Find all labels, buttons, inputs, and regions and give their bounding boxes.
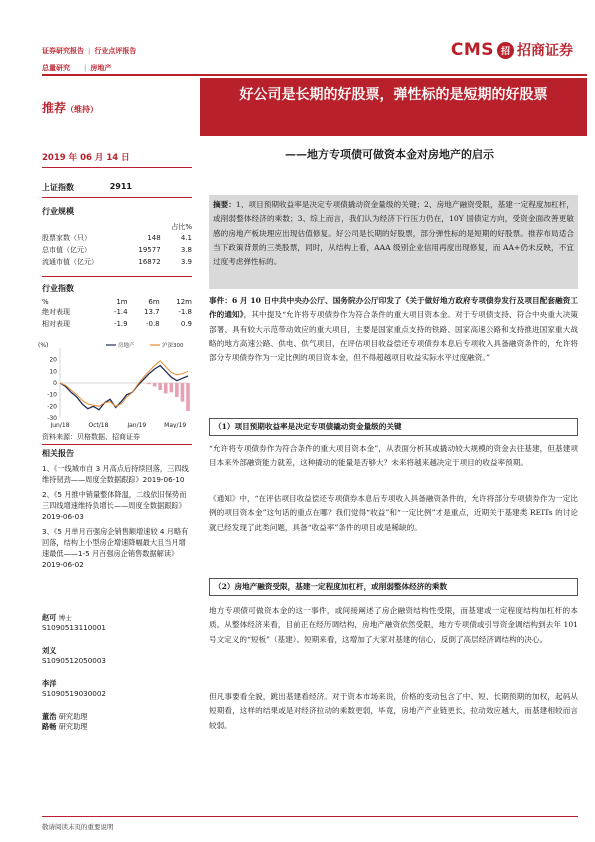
divider bbox=[42, 276, 192, 277]
report-category: 证券研究报告 bbox=[42, 47, 84, 55]
relative-bar bbox=[186, 383, 190, 411]
relative-bar bbox=[164, 383, 168, 394]
chart-ylabel: (%) bbox=[38, 342, 49, 349]
y-tick-label: -30 bbox=[47, 415, 57, 422]
analyst-name: 李洋 bbox=[42, 679, 57, 688]
report-date: 2019 年 06 月 14 日 bbox=[42, 153, 130, 163]
y-tick-label: 10 bbox=[49, 368, 57, 376]
analyst-name: 刘义 bbox=[42, 646, 57, 655]
y-tick-label: -20 bbox=[47, 403, 57, 411]
sidebar-rule bbox=[42, 167, 192, 168]
row-value: 19577 bbox=[138, 245, 161, 254]
industry-index bbox=[42, 283, 192, 330]
cell: 0.9 bbox=[180, 319, 192, 328]
x-tick-label: Oct/18 bbox=[88, 422, 109, 428]
x-tick-label: Jan/19 bbox=[127, 422, 147, 428]
rating-main: 推荐 bbox=[42, 101, 67, 115]
row-pct: 3.9 bbox=[180, 257, 192, 266]
cell: -0.8 bbox=[145, 319, 160, 328]
related-title: 相关报告 bbox=[42, 449, 74, 458]
row-label: 绝对表现 bbox=[42, 308, 70, 317]
paragraph-4: 地方专项债可做资本金的这一事件，或间接阐述了房企融资结构性受限，而基建或一定程度结构加杠杆的本质。从整体经济来看，目前正在经历调结构，房地产融资依然受限，地方专项债或引导资金调结构到去年 101 号文定义的“短板”（基建）。短期来看，这增加了大家对基建的信心，反倒了高层经济调结构的决心。 bbox=[209, 606, 578, 644]
x-tick-label: May/19 bbox=[164, 422, 187, 428]
report-subcategory: 行业点评报告 bbox=[94, 47, 137, 55]
cell: -1.4 bbox=[113, 308, 128, 317]
analyst-name: 赵可 bbox=[42, 613, 57, 622]
divider bbox=[42, 444, 192, 445]
analyst-title: 博士 bbox=[58, 614, 72, 622]
index-name: 上证指数 bbox=[42, 183, 74, 192]
row-pct: 3.8 bbox=[180, 245, 192, 254]
x-tick-label: Jun/18 bbox=[50, 422, 70, 428]
chart-source: 资料来源：贝格数据、招商证券 bbox=[42, 433, 140, 441]
report-title: 好公司是长期的好股票，弹性标的是短期的好股票 bbox=[200, 78, 587, 136]
industry-scale-title: 行业规模 bbox=[42, 207, 74, 216]
event-text: ，其中提及“允许将专项债券作为符合条件的重大项目资本金。对于专项债支持、符合中央重大决策部署、具有较大示范带动效应的重大项目，主要是国家重点支持的铁路、国家高速公路和支持推进国家重大战略的地方高速公路、供电、供气项目，在评估项目收益偿还专项债券本息后专项收入具备融资条件的，允许将部分专项债券作为一定比例的项目资本金，但不得超越项目收益实际水平过度融资。” bbox=[209, 310, 578, 363]
y-tick-label: -10 bbox=[47, 391, 57, 399]
divider bbox=[42, 197, 192, 198]
footer-note: 敬请阅读末页的重要说明 bbox=[42, 823, 114, 831]
analyst-list bbox=[42, 613, 192, 732]
assistant-name: 路畅 bbox=[42, 722, 57, 731]
cell: 13.7 bbox=[144, 308, 160, 317]
relative-bar bbox=[147, 383, 151, 384]
cell: -1.8 bbox=[178, 308, 192, 317]
related-reports bbox=[42, 448, 192, 570]
y-tick-label: 0 bbox=[53, 380, 57, 387]
relative-bar bbox=[175, 383, 179, 397]
row-value: 16872 bbox=[138, 257, 161, 266]
paragraph-5: 但凡事要看全貌，跳出基建看经济。对于资本市场来说，价格的变动包含了中、短、长期预期的加权，起码从短期看，这样的结果或是对经济拉动的乘数更弱，毕竟，房地产产业链更长，拉动效应越大，而基建相较而言较弱。 bbox=[209, 692, 578, 730]
table-row bbox=[42, 318, 192, 330]
company-logo bbox=[451, 40, 573, 60]
footer-rule bbox=[42, 816, 578, 817]
research-type-line: 总量研究 | 房地产 bbox=[42, 64, 112, 72]
pct-header: 占比% bbox=[171, 222, 192, 231]
col-header: 1m bbox=[116, 297, 128, 306]
row-label: 股票家数（只） bbox=[42, 234, 91, 243]
row-label: 流通市值（亿元） bbox=[42, 257, 98, 266]
abstract-text: 1、项目预期收益率是决定专项债撬动资金量级的关键；2、房地产融资受限，基建一定程度加杠杆，或削弱整体经济的乘数；3、综上而言，我们认为经济下行压力仍在，10Y 国债定方向，受资金面改善更敏感的房地产板块理应出现估值修复。好公司是长期的好股票，部分弹性标的是短期的好股票。推荐布局适合当下政策背景的三类股票，同时，从结构上看，AAA 级别企业信用再度出现修复，而 AA+仍未反映，不宜过度考虑弹性标的。 bbox=[213, 200, 574, 267]
row-label: 相对表现 bbox=[42, 319, 70, 328]
related-report-item[interactable]: 3、《5 月单月百强房企销售额增速较 4 月略有回落，结构上小型房企增速降幅最大且当月增速最低——1-5 月百强房企销售数据解读》2019-06-02 bbox=[42, 527, 189, 569]
col-header: % bbox=[42, 297, 49, 306]
row-label: 总市值（亿元） bbox=[42, 245, 91, 254]
assistant bbox=[42, 712, 192, 722]
rating-sub: （维持） bbox=[66, 105, 99, 114]
relative-bar bbox=[153, 383, 157, 387]
logo-badge-icon: 招 bbox=[497, 42, 514, 59]
relative-bar bbox=[181, 383, 185, 402]
col-header: 6m bbox=[148, 297, 160, 306]
assistant-title: 研究助理 bbox=[58, 722, 88, 731]
analyst bbox=[42, 679, 192, 712]
related-report-item[interactable]: 2、《5 月推中销量整体降温，二线依旧保势而三四线增速维持负增长——周度全数据跟踪》2019-06-03 bbox=[42, 490, 187, 521]
industry-index-chart bbox=[36, 338, 196, 428]
logo-cms-text: CMS bbox=[450, 40, 494, 60]
analyst bbox=[42, 613, 192, 646]
relative-bar bbox=[158, 383, 162, 390]
paragraph-2: “允许将专项债券作为符合条件的重大项目资本金”，从表面分析其或撬动较大规模的资金去往基建，但基建项目本来外部融资能力就差，这种撬动的能量是否够大？未来将越来越决定于项目的收益率预期。 bbox=[209, 444, 578, 468]
analyst-id: S1090513110001 bbox=[42, 623, 107, 632]
relative-bar bbox=[170, 383, 174, 392]
rating bbox=[42, 99, 98, 116]
analyst-id: S1090519030002 bbox=[42, 689, 107, 698]
section-heading-2: （2）房地产融资受限，基建一定程度加杠杆，或削弱整体经济的乘数 bbox=[209, 578, 578, 596]
index-line bbox=[42, 182, 132, 193]
analyst bbox=[42, 646, 192, 679]
logo-name: 招商证券 bbox=[517, 43, 573, 59]
row-pct: 4.1 bbox=[180, 234, 192, 243]
header-rule bbox=[42, 74, 587, 76]
research-type: 总量研究 bbox=[42, 64, 70, 72]
assistant bbox=[42, 722, 192, 732]
y-tick-label: 20 bbox=[49, 356, 57, 364]
assistant-title: 研究助理 bbox=[58, 712, 88, 721]
table-row bbox=[42, 307, 192, 319]
sector-name: 房地产 bbox=[90, 64, 112, 72]
index-value: 2911 bbox=[109, 182, 132, 191]
series-line-1 bbox=[60, 366, 188, 410]
abstract-label: 摘要： bbox=[213, 200, 236, 209]
event-paragraph bbox=[209, 294, 578, 365]
table-row bbox=[42, 256, 192, 268]
paragraph-3: 《通知》中，“在评估项目收益偿还专项债券本息后专项收入具备融资条件的，允许将部分专项债券作为一定比例的项目资本金”这句话的重点在哪？我们觉得“收益”和“一定比例”才是重点，近期关于基建类 REITs 的讨论就已经发现了此类问题，具备“收益率”条件的项目或是稀缺的。 bbox=[209, 494, 578, 532]
industry-scale bbox=[42, 206, 192, 267]
row-value: 148 bbox=[147, 234, 161, 243]
table-row bbox=[42, 233, 192, 245]
assistant-name: 董浩 bbox=[42, 712, 57, 721]
event-lead: 事件：6 月 10 日中共中央办公厅、国务院办公厅印发了《关于做好地方政府专项债券发行及项目配套融资工作的通知》 bbox=[209, 296, 578, 320]
abstract-box bbox=[209, 195, 578, 289]
related-report-item[interactable]: 1、《一线城市自 3 月高点后持续回落，三四线维持韧劲——周度全数据跟踪》2019-06-10 bbox=[42, 464, 189, 484]
industry-scale-table bbox=[42, 221, 192, 267]
legend-label: 房地产 bbox=[118, 343, 135, 349]
legend-label: 沪深300 bbox=[162, 343, 184, 349]
cell: -1.9 bbox=[113, 319, 128, 328]
table-header-row bbox=[42, 297, 192, 307]
industry-index-title: 行业指数 bbox=[42, 284, 74, 293]
report-type-line: 证券研究报告 | 行业点评报告 bbox=[42, 47, 137, 55]
report-subtitle: ——地方专项债可做资本金对房地产的启示 bbox=[285, 148, 494, 161]
table-header-row bbox=[42, 221, 192, 233]
col-header: 12m bbox=[176, 297, 192, 306]
analyst-id: S1090512050003 bbox=[42, 656, 107, 665]
table-row bbox=[42, 244, 192, 256]
industry-index-table bbox=[42, 297, 192, 330]
section-heading-1: （1）项目预期收益率是决定专项债撬动资金量级的关键 bbox=[209, 418, 578, 436]
